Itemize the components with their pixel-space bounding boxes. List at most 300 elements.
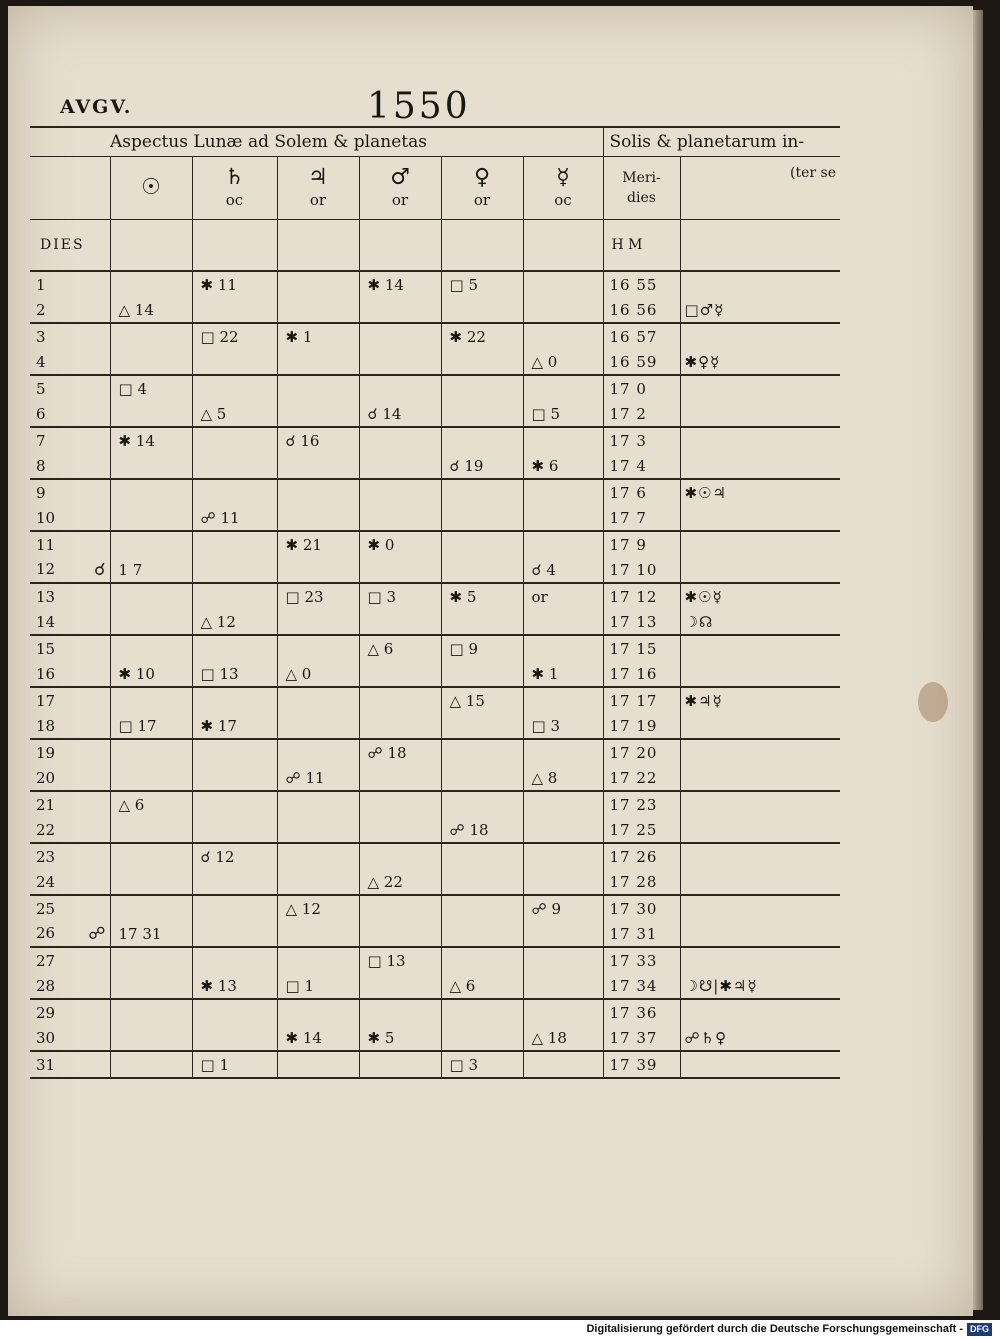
day-value: 4 <box>36 352 46 371</box>
aspect-cell <box>523 427 603 453</box>
aspect-cell <box>192 739 277 765</box>
aspect-cell <box>441 947 523 973</box>
aspect-cell <box>277 635 359 661</box>
aspect-cell <box>523 375 603 401</box>
aspect-cell <box>359 895 441 921</box>
day-number <box>30 999 110 1025</box>
aspect-cell <box>110 921 192 947</box>
time-value: 17 3 <box>609 431 647 450</box>
aspect-cell <box>359 453 441 479</box>
aspect-cell <box>277 687 359 713</box>
planet-col-1 <box>192 157 277 220</box>
aspect-cell <box>192 531 277 557</box>
meridies-time <box>603 271 680 297</box>
aspect-cell <box>277 479 359 505</box>
aspect-cell <box>359 843 441 869</box>
ephemeris-table <box>30 126 840 1079</box>
aspect-cell <box>277 531 359 557</box>
aspect-value: ☍ 11 <box>285 768 325 787</box>
table-row <box>30 531 840 557</box>
aspect-cell <box>441 271 523 297</box>
aspect-cell <box>110 297 192 323</box>
table-row <box>30 583 840 609</box>
meridies-time <box>603 297 680 323</box>
aspect-value: ✱ 14 <box>285 1028 322 1047</box>
day-value: 29 <box>36 1003 56 1022</box>
aspect-cell <box>523 661 603 687</box>
table-row <box>30 1051 840 1078</box>
day-number <box>30 765 110 791</box>
aspect-cell <box>110 427 192 453</box>
aspect-cell <box>523 739 603 765</box>
time-value: 16 55 <box>609 275 658 294</box>
day-value: 13 <box>36 587 56 606</box>
table-row <box>30 479 840 505</box>
aspect-cell <box>523 843 603 869</box>
planet-col-0 <box>110 157 192 220</box>
aspect-value: □ 5 <box>531 404 560 423</box>
planet-aspect <box>680 791 840 817</box>
meridies-time <box>603 479 680 505</box>
aspect-cell <box>441 349 523 375</box>
day-number <box>30 973 110 999</box>
day-number <box>30 947 110 973</box>
day-number <box>30 869 110 895</box>
aspect-cell <box>110 687 192 713</box>
aspect-value: ✱ 21 <box>285 535 322 554</box>
aspect-value: □ 4 <box>118 379 147 398</box>
aspect-value: □ 1 <box>285 976 314 995</box>
meridies-time <box>603 921 680 947</box>
planet-motion: oc <box>554 191 572 209</box>
planet-aspect <box>680 635 840 661</box>
meridies-time <box>603 869 680 895</box>
day-value: 11 <box>36 535 56 554</box>
day-value: 28 <box>36 976 56 995</box>
dies-blank <box>110 220 192 272</box>
aspect-cell <box>110 791 192 817</box>
day-number <box>30 895 110 921</box>
aspect-value: △ 12 <box>285 899 321 918</box>
day-value: 5 <box>36 379 46 398</box>
aspect-value: △ 5 <box>200 404 227 423</box>
aspect-cell <box>523 817 603 843</box>
aspect-cell <box>441 479 523 505</box>
day-number <box>30 739 110 765</box>
aspect-cell <box>359 817 441 843</box>
aspect-cell <box>441 739 523 765</box>
table-row <box>30 869 840 895</box>
inter-value: ✱☉☿ <box>684 587 723 606</box>
day-value: 9 <box>36 483 46 502</box>
planet-aspect <box>680 1025 840 1051</box>
aspect-value: □ 1 <box>200 1055 229 1074</box>
aspect-cell <box>441 843 523 869</box>
dies-blank <box>192 220 277 272</box>
table-row <box>30 453 840 479</box>
aspect-cell <box>110 765 192 791</box>
aspect-cell <box>441 999 523 1025</box>
day-value: 1 <box>36 275 46 294</box>
meridies-time <box>603 375 680 401</box>
inter-label: (ter se <box>680 157 840 220</box>
aspect-cell <box>110 557 192 583</box>
table-row <box>30 895 840 921</box>
aspect-cell <box>441 323 523 349</box>
aspect-value: 1 7 <box>118 560 143 579</box>
planet-motion: or <box>391 191 409 209</box>
table-row <box>30 297 840 323</box>
planet-aspect <box>680 349 840 375</box>
table-row <box>30 947 840 973</box>
aspect-cell <box>277 999 359 1025</box>
aspect-cell <box>277 453 359 479</box>
meridies-time <box>603 791 680 817</box>
aspect-cell <box>359 401 441 427</box>
aspect-cell <box>110 999 192 1025</box>
planet-motion: oc <box>225 191 244 209</box>
aspect-cell <box>523 713 603 739</box>
aspect-cell <box>441 791 523 817</box>
aspect-cell <box>110 1025 192 1051</box>
inter-value: ✱♃☿ <box>684 691 723 710</box>
meridies-time <box>603 323 680 349</box>
aspect-cell <box>359 765 441 791</box>
aspect-cell <box>441 531 523 557</box>
aspect-cell <box>523 1025 603 1051</box>
aspect-cell <box>441 1051 523 1078</box>
day-number <box>30 557 110 583</box>
planet-aspect <box>680 453 840 479</box>
aspect-value: △ 22 <box>367 872 403 891</box>
aspect-cell <box>359 1051 441 1078</box>
day-value: 25 <box>36 899 56 918</box>
meridies-label: Meri- dies <box>603 157 680 220</box>
aspect-cell <box>359 713 441 739</box>
aspect-cell <box>441 583 523 609</box>
aspect-cell <box>277 895 359 921</box>
aspect-cell <box>523 869 603 895</box>
aspect-cell <box>359 557 441 583</box>
aspect-value: ✱ 17 <box>200 716 237 735</box>
planet-aspect <box>680 323 840 349</box>
time-value: 17 17 <box>609 691 658 710</box>
day-value: 17 <box>36 691 56 710</box>
aspect-cell <box>110 323 192 349</box>
aspect-cell <box>110 739 192 765</box>
day-number <box>30 1051 110 1078</box>
aspect-cell <box>277 843 359 869</box>
aspect-value: ✱ 0 <box>367 535 395 554</box>
day-number <box>30 661 110 687</box>
aspect-cell <box>192 791 277 817</box>
table-row <box>30 843 840 869</box>
aspect-cell <box>523 921 603 947</box>
aspect-cell <box>441 375 523 401</box>
meridies-time <box>603 973 680 999</box>
aspect-cell <box>192 349 277 375</box>
aspect-value: ✱ 5 <box>367 1028 395 1047</box>
time-value: 17 12 <box>609 587 658 606</box>
aspect-cell <box>523 609 603 635</box>
aspect-cell <box>192 765 277 791</box>
aspect-cell <box>192 817 277 843</box>
aspect-cell <box>359 505 441 531</box>
day-value: 24 <box>36 872 56 891</box>
meridies-time <box>603 583 680 609</box>
aspect-cell <box>523 531 603 557</box>
planet-aspect <box>680 999 840 1025</box>
aspect-cell <box>523 687 603 713</box>
aspect-value: ☍ 11 <box>200 508 240 527</box>
planet-aspect <box>680 401 840 427</box>
aspect-value: or <box>531 587 548 606</box>
meridies-time <box>603 557 680 583</box>
page-edge <box>973 10 983 1310</box>
dies-blank <box>441 220 523 272</box>
dies-label: DIES <box>30 220 110 272</box>
aspect-value: ☍ 9 <box>531 899 562 918</box>
aspect-cell <box>110 609 192 635</box>
planet-aspect <box>680 427 840 453</box>
day-value: 19 <box>36 743 56 762</box>
paper-stain <box>918 682 948 722</box>
day-value: 23 <box>36 847 56 866</box>
aspect-cell <box>441 557 523 583</box>
meridies-time <box>603 687 680 713</box>
planet-header-row <box>30 157 840 220</box>
aspect-cell <box>523 947 603 973</box>
aspect-cell <box>110 843 192 869</box>
aspect-value: ☍ 18 <box>449 820 489 839</box>
day-number <box>30 453 110 479</box>
aspect-value: □ 13 <box>200 664 239 683</box>
aspect-cell <box>277 297 359 323</box>
aspect-cell <box>110 661 192 687</box>
aspect-cell <box>359 583 441 609</box>
day-number <box>30 791 110 817</box>
aspect-value: □ 22 <box>200 327 239 346</box>
aspect-value: ✱ 1 <box>285 327 313 346</box>
aspect-cell <box>192 557 277 583</box>
table-row <box>30 921 840 947</box>
day-value: 7 <box>36 431 46 450</box>
planet-motion: or <box>309 191 327 209</box>
day-value: 3 <box>36 327 46 346</box>
aspect-value: ✱ 14 <box>118 431 155 450</box>
aspect-value: □ 3 <box>449 1055 478 1074</box>
aspect-cell <box>110 271 192 297</box>
aspect-cell <box>277 765 359 791</box>
aspect-cell <box>359 297 441 323</box>
time-value: 17 15 <box>609 639 658 658</box>
aspect-cell <box>359 921 441 947</box>
aspect-cell <box>277 661 359 687</box>
day-value: 30 <box>36 1028 56 1047</box>
planet-col-5 <box>523 157 603 220</box>
table-row <box>30 375 840 401</box>
planet-symbol: ♀ <box>473 165 491 190</box>
meridies-time <box>603 531 680 557</box>
table-row <box>30 401 840 427</box>
planet-aspect <box>680 765 840 791</box>
aspect-cell <box>192 271 277 297</box>
table-row <box>30 739 840 765</box>
planet-symbol: ♃ <box>308 165 328 190</box>
time-value: 17 4 <box>609 456 647 475</box>
planet-aspect <box>680 297 840 323</box>
aspect-value: □ 5 <box>449 275 478 294</box>
time-value: 17 13 <box>609 612 658 631</box>
time-value: 17 28 <box>609 872 658 891</box>
day-number <box>30 583 110 609</box>
table-row <box>30 713 840 739</box>
aspect-value: 17 31 <box>118 924 162 943</box>
aspect-cell <box>441 765 523 791</box>
planet-col-4 <box>441 157 523 220</box>
time-value: 17 19 <box>609 716 658 735</box>
meridies-time <box>603 427 680 453</box>
aspect-value: ✱ 1 <box>531 664 559 683</box>
day-number <box>30 297 110 323</box>
time-value: 16 59 <box>609 352 658 371</box>
day-number <box>30 479 110 505</box>
aspect-cell <box>523 999 603 1025</box>
planet-aspect <box>680 843 840 869</box>
aspect-cell <box>359 791 441 817</box>
meridies-time <box>603 739 680 765</box>
time-value: 17 22 <box>609 768 658 787</box>
aspect-value: ☌ 19 <box>449 456 484 475</box>
aspect-cell <box>359 739 441 765</box>
time-value: 17 33 <box>609 951 658 970</box>
table-row <box>30 687 840 713</box>
aspect-cell <box>277 557 359 583</box>
aspect-cell <box>110 531 192 557</box>
table-body <box>30 127 840 1078</box>
aspect-value: □ 17 <box>118 716 157 735</box>
aspect-cell <box>192 609 277 635</box>
planet-aspect <box>680 947 840 973</box>
aspect-value: □ 13 <box>367 951 406 970</box>
aspect-cell <box>277 583 359 609</box>
table-row <box>30 817 840 843</box>
meridies-time <box>603 661 680 687</box>
aspect-cell <box>359 609 441 635</box>
aspect-cell <box>110 479 192 505</box>
day-number <box>30 635 110 661</box>
time-value: 17 37 <box>609 1028 658 1047</box>
dies-blank <box>359 220 441 272</box>
aspect-cell <box>277 375 359 401</box>
aspect-cell <box>192 921 277 947</box>
aspect-cell <box>192 999 277 1025</box>
aspect-cell <box>441 401 523 427</box>
inter-value: ☍♄♀ <box>684 1028 728 1047</box>
aspect-cell <box>277 921 359 947</box>
aspect-cell <box>192 1051 277 1078</box>
planet-symbol: ☉ <box>141 175 161 200</box>
meridies-time <box>603 999 680 1025</box>
aspect-cell <box>277 973 359 999</box>
aspect-cell <box>110 713 192 739</box>
aspect-cell <box>277 739 359 765</box>
aspect-cell <box>110 583 192 609</box>
table-row <box>30 505 840 531</box>
aspect-cell <box>441 817 523 843</box>
aspect-value: □ 23 <box>285 587 324 606</box>
aspect-cell <box>523 505 603 531</box>
planet-col-2 <box>277 157 359 220</box>
planet-symbol: ☿ <box>556 165 570 190</box>
table-row <box>30 635 840 661</box>
aspect-cell <box>441 687 523 713</box>
aspect-value: △ 0 <box>285 664 312 683</box>
day-number <box>30 271 110 297</box>
aspect-cell <box>359 479 441 505</box>
aspect-value: △ 12 <box>200 612 236 631</box>
meridies-time <box>603 817 680 843</box>
planet-aspect <box>680 661 840 687</box>
aspect-cell <box>192 1025 277 1051</box>
aspect-value: △ 0 <box>531 352 558 371</box>
aspect-cell <box>441 713 523 739</box>
time-value: 16 57 <box>609 327 658 346</box>
meridies-time <box>603 349 680 375</box>
aspect-cell <box>277 791 359 817</box>
meridies-time <box>603 401 680 427</box>
planet-aspect <box>680 557 840 583</box>
day-number <box>30 687 110 713</box>
aspect-cell <box>359 1025 441 1051</box>
dies-blank <box>277 220 359 272</box>
aspect-cell <box>277 713 359 739</box>
day-number <box>30 713 110 739</box>
aspect-value: ✱ 6 <box>531 456 559 475</box>
day-value: 2 <box>36 300 46 319</box>
inter-value: □♂☿ <box>684 300 725 319</box>
aspect-value: ✱ 11 <box>200 275 237 294</box>
aspect-cell <box>523 583 603 609</box>
aspect-value: □ 3 <box>531 716 560 735</box>
inter-value: ✱♀☿ <box>684 352 721 371</box>
aspect-cell <box>192 713 277 739</box>
meridies-time <box>603 713 680 739</box>
aspect-cell <box>192 635 277 661</box>
aspect-cell <box>441 635 523 661</box>
aspect-cell <box>192 401 277 427</box>
aspect-cell <box>110 375 192 401</box>
day-number <box>30 427 110 453</box>
time-value: 17 0 <box>609 379 647 398</box>
day-value: 27 <box>36 951 56 970</box>
time-value: 17 2 <box>609 404 647 423</box>
aspect-cell <box>110 895 192 921</box>
aspect-value: ✱ 10 <box>118 664 155 683</box>
aspect-cell <box>523 557 603 583</box>
time-value: 17 23 <box>609 795 658 814</box>
aspect-cell <box>523 635 603 661</box>
table-row <box>30 999 840 1025</box>
aspect-cell <box>523 791 603 817</box>
day-mark: ☍ <box>88 923 106 944</box>
aspect-cell <box>192 323 277 349</box>
aspect-cell <box>110 973 192 999</box>
time-value: 17 26 <box>609 847 658 866</box>
aspect-cell <box>192 973 277 999</box>
aspect-value: △ 14 <box>118 300 154 319</box>
time-value: 17 39 <box>609 1055 658 1074</box>
